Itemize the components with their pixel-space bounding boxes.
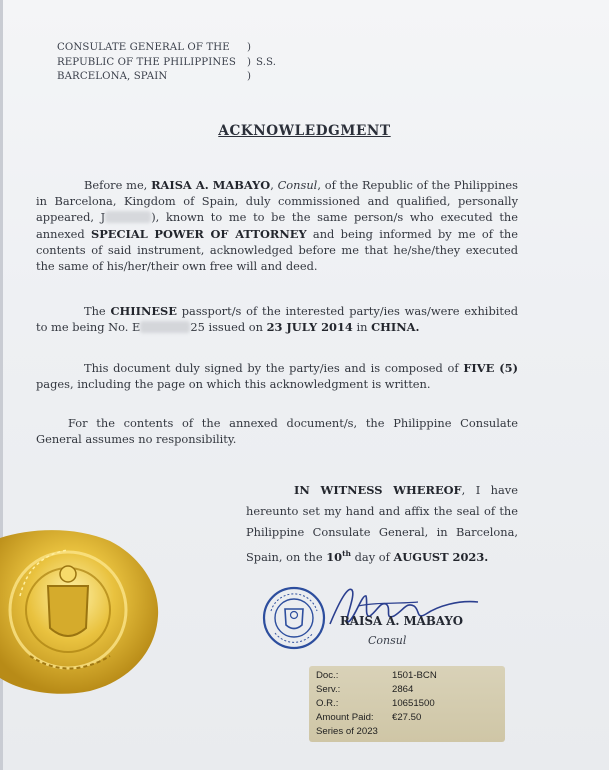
venue-bracket-3: ) bbox=[247, 71, 252, 83]
paragraph-appearance bbox=[36, 177, 518, 274]
fee-receipt-sticker bbox=[309, 666, 505, 742]
venue-ss: S.S. bbox=[256, 56, 277, 68]
venue-line-2: REPUBLIC OF THE PHILIPPINES bbox=[57, 56, 237, 68]
officer-title-inline: Consul bbox=[277, 178, 318, 192]
paragraph-passport bbox=[36, 303, 518, 335]
paragraph-pages bbox=[36, 360, 518, 392]
witness-lead: IN WITNESS WHEREOF bbox=[294, 483, 462, 497]
receipt-value-amount: €27.50 bbox=[392, 712, 422, 723]
nationality: CHIINESE bbox=[110, 304, 177, 318]
p2-text-3: 25 issued on bbox=[190, 320, 267, 335]
p2-text-2: passport/s of the interested party/ies was/were exhibited to me being No. E bbox=[36, 304, 518, 335]
redacted-name bbox=[105, 211, 151, 223]
witness-text-2: day of bbox=[350, 549, 394, 564]
receipt-label-serv: Serv.: bbox=[316, 684, 341, 695]
p3-text-1: This document duly signed by the party/ies and is composed of bbox=[84, 361, 464, 375]
officer-title: Consul bbox=[368, 634, 407, 647]
witness-text-1: , I have hereunto set my hand and affix the seal of the Philippine Consulate General, in Barcelona, Spain, on the bbox=[246, 483, 518, 564]
document-type: SPECIAL POWER OF ATTORNEY bbox=[91, 226, 307, 241]
gold-seal-icon bbox=[0, 516, 160, 696]
p1-text-3: , of the Republic of the Philippines in Barcelona, Kingdom of Spain, duly commissioned and qualified, personally appeared, J bbox=[36, 178, 518, 225]
p1-text-1: Before me, bbox=[84, 178, 152, 192]
redacted-passport-number bbox=[140, 321, 190, 333]
witness-day-suffix: th bbox=[342, 549, 351, 558]
issue-date: 23 JULY 2014 bbox=[266, 320, 353, 335]
receipt-label-amount: Amount Paid: bbox=[316, 712, 374, 723]
officer-name: RAISA A. MABAYO bbox=[340, 614, 464, 628]
p3-text-2: pages, including the page on which this acknowledgment is written. bbox=[36, 377, 431, 392]
venue-bracket-1: ) bbox=[247, 42, 252, 53]
p1-text-2: , bbox=[270, 178, 278, 192]
p4-text-1: For the contents of the annexed document/s, the Philippine Consulate General assumes no responsibility. bbox=[36, 416, 518, 447]
issue-place: CHINA. bbox=[371, 320, 420, 335]
receipt-value-serv: 2864 bbox=[392, 684, 414, 695]
page-count: FIVE (5) bbox=[463, 361, 518, 375]
witness-clause bbox=[246, 480, 518, 568]
witness-month-year: AUGUST 2023. bbox=[393, 549, 489, 564]
receipt-label-doc: Doc.: bbox=[316, 670, 339, 681]
receipt-label-series: Series of 2023 bbox=[316, 726, 378, 737]
p2-text-4: in bbox=[352, 320, 372, 335]
p1-text-5: and being informed by me of the contents of said instrument, acknowledged before me that he/she/they executed the same of his/her/their own free will and deed. bbox=[36, 226, 518, 274]
venue-bracket-2: ) bbox=[247, 56, 252, 68]
receipt-value-doc: 1501-BCN bbox=[392, 670, 437, 681]
p2-text-1: The bbox=[84, 304, 111, 318]
venue-line-1: CONSULATE GENERAL OF THE bbox=[57, 42, 230, 53]
witness-day: 10 bbox=[326, 549, 343, 564]
venue-line-3: BARCELONA, SPAIN bbox=[57, 71, 168, 83]
p1-text-4: ), known to me to be the same person/s who executed the annexed bbox=[36, 210, 518, 241]
document-title: ACKNOWLEDGMENT bbox=[218, 123, 391, 139]
receipt-value-or: 10651500 bbox=[392, 698, 435, 709]
paragraph-disclaimer bbox=[36, 415, 518, 447]
officer-name-inline: RAISA A. MABAYO bbox=[151, 178, 271, 192]
receipt-label-or: O.R.: bbox=[316, 698, 339, 709]
venue-block bbox=[57, 41, 276, 85]
